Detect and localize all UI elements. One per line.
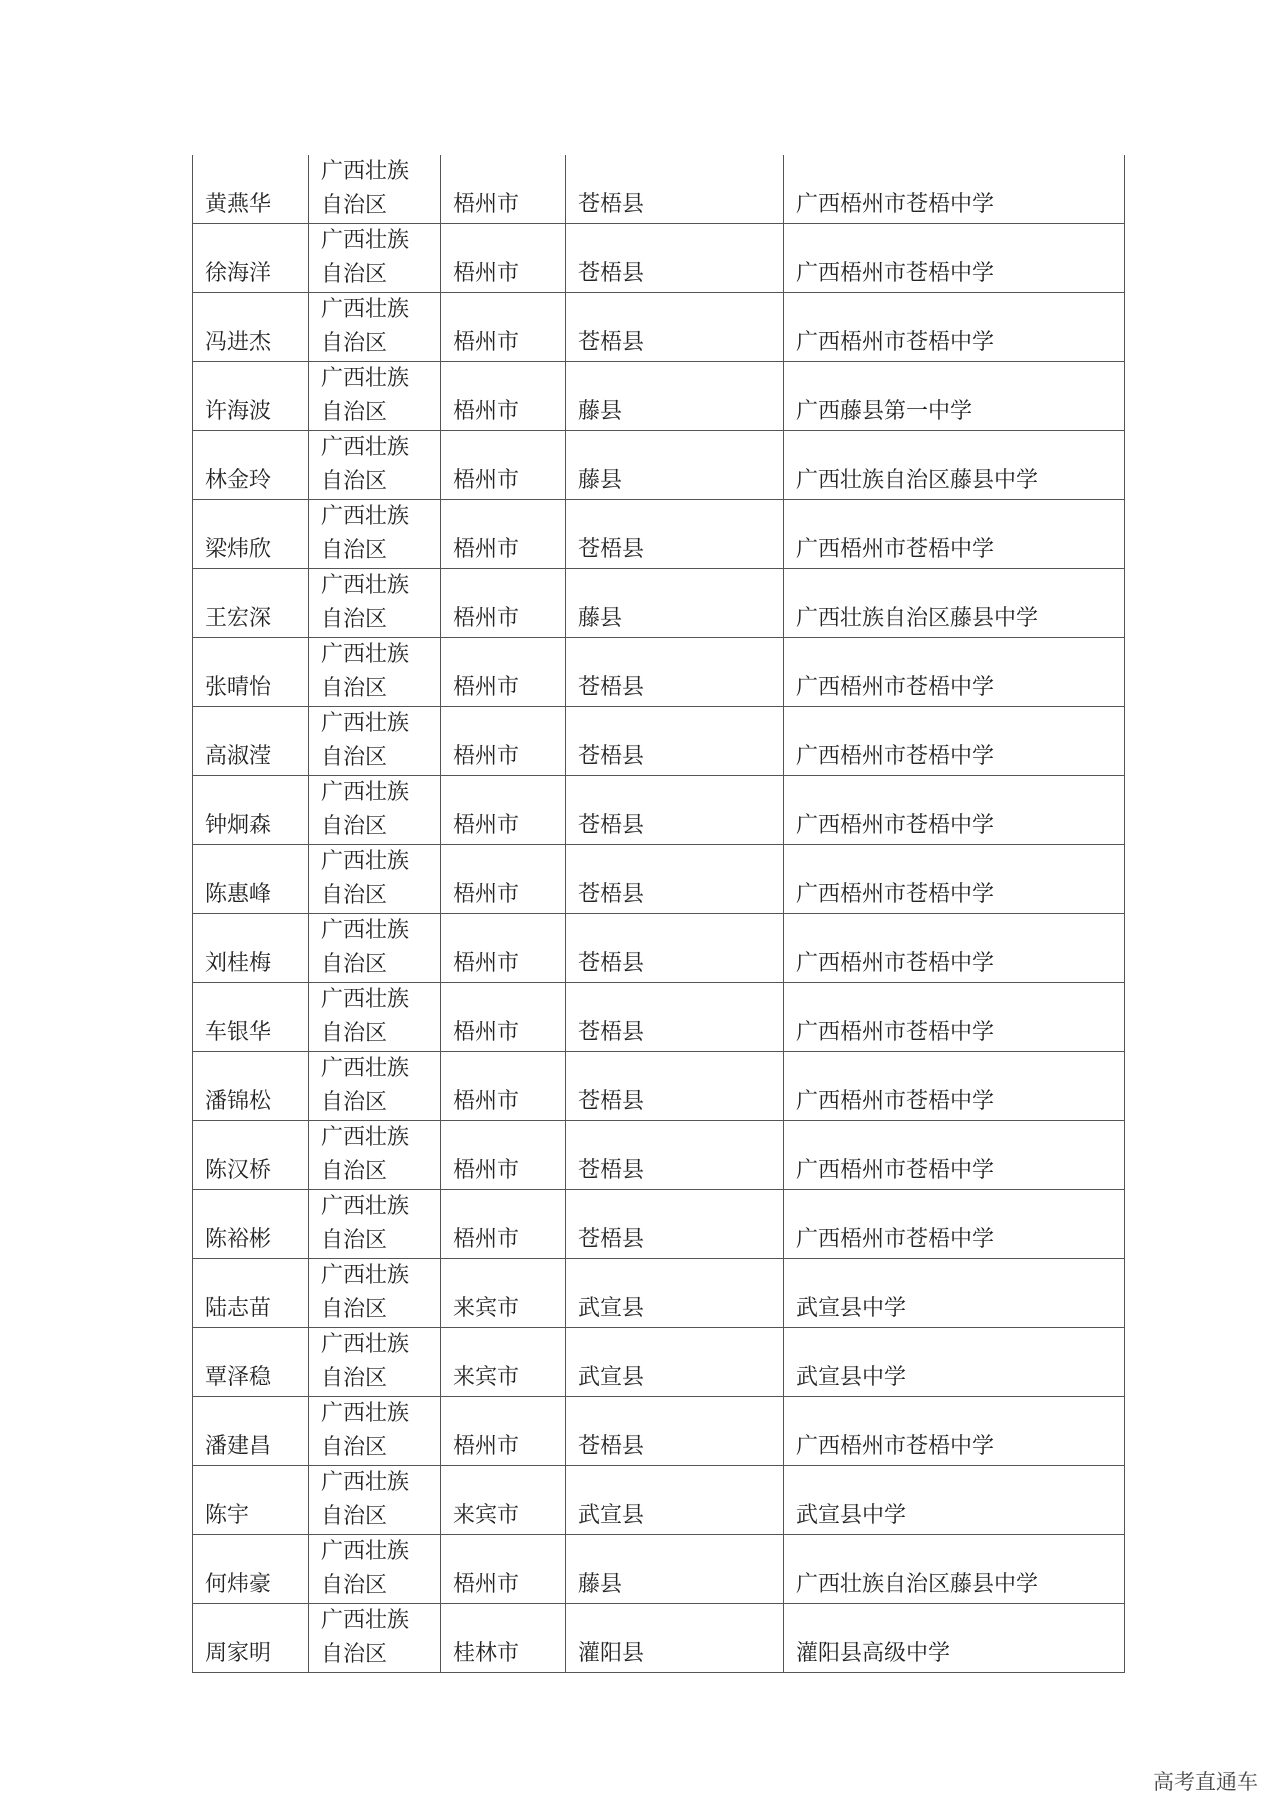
county-cell-text: 苍梧县 xyxy=(578,744,645,770)
city-cell-text: 梧州市 xyxy=(453,399,520,425)
student-name-cell-text: 陆志苗 xyxy=(205,1296,272,1322)
province-line-1: 广西壮族 xyxy=(321,849,410,875)
table-row xyxy=(193,1052,1125,1121)
school-cell-text: 广西藤县第一中学 xyxy=(796,399,973,425)
city-cell xyxy=(441,1535,566,1604)
city-cell-text: 梧州市 xyxy=(453,606,520,632)
city-cell xyxy=(441,1604,566,1673)
table-row xyxy=(193,914,1125,983)
province-cell xyxy=(309,1397,441,1466)
county-cell xyxy=(566,1535,784,1604)
city-cell-text: 梧州市 xyxy=(453,537,520,563)
city-cell-text: 梧州市 xyxy=(453,744,520,770)
table-row xyxy=(193,638,1125,707)
city-cell xyxy=(441,500,566,569)
student-name-cell xyxy=(193,776,309,845)
table-row xyxy=(193,1328,1125,1397)
county-cell-text: 苍梧县 xyxy=(578,1434,645,1460)
county-cell-text: 苍梧县 xyxy=(578,813,645,839)
province-cell xyxy=(309,500,441,569)
city-cell-text: 梧州市 xyxy=(453,882,520,908)
city-cell-text: 梧州市 xyxy=(453,813,520,839)
province-line-2: 自治区 xyxy=(321,745,388,771)
county-cell xyxy=(566,983,784,1052)
province-line-2: 自治区 xyxy=(321,814,388,840)
school-cell xyxy=(784,1190,1125,1259)
table-row xyxy=(193,1121,1125,1190)
city-cell-text: 来宾市 xyxy=(453,1503,520,1529)
province-cell xyxy=(309,1328,441,1397)
school-cell-text: 广西壮族自治区藤县中学 xyxy=(796,468,1039,494)
student-name-cell xyxy=(193,1190,309,1259)
county-cell xyxy=(566,1052,784,1121)
county-cell-text: 武宣县 xyxy=(578,1503,645,1529)
school-cell-text: 武宣县中学 xyxy=(796,1503,907,1529)
province-cell xyxy=(309,983,441,1052)
province-line-2: 自治区 xyxy=(321,1159,388,1185)
province-line-1: 广西壮族 xyxy=(321,987,410,1013)
school-cell-text: 广西梧州市苍梧中学 xyxy=(796,537,995,563)
table-row xyxy=(193,1535,1125,1604)
city-cell xyxy=(441,1397,566,1466)
school-cell-text: 广西梧州市苍梧中学 xyxy=(796,261,995,287)
table-row xyxy=(193,707,1125,776)
school-cell xyxy=(784,1328,1125,1397)
county-cell-text: 藤县 xyxy=(578,606,623,632)
province-cell xyxy=(309,1121,441,1190)
county-cell-text: 藤县 xyxy=(578,468,623,494)
province-cell xyxy=(309,707,441,776)
table-row xyxy=(193,776,1125,845)
county-cell-text: 苍梧县 xyxy=(578,1158,645,1184)
province-line-2: 自治区 xyxy=(321,607,388,633)
student-name-cell xyxy=(193,845,309,914)
province-line-2: 自治区 xyxy=(321,952,388,978)
province-line-2: 自治区 xyxy=(321,676,388,702)
student-name-cell xyxy=(193,638,309,707)
student-name-cell-text: 周家明 xyxy=(205,1641,272,1667)
student-name-cell-text: 覃泽稳 xyxy=(205,1365,272,1391)
school-cell xyxy=(784,500,1125,569)
student-name-cell-text: 钟炯森 xyxy=(205,813,272,839)
student-name-cell xyxy=(193,569,309,638)
province-line-1: 广西壮族 xyxy=(321,1263,410,1289)
student-name-cell xyxy=(193,1052,309,1121)
school-cell-text: 广西梧州市苍梧中学 xyxy=(796,192,995,218)
county-cell-text: 苍梧县 xyxy=(578,951,645,977)
province-line-1: 广西壮族 xyxy=(321,711,410,737)
city-cell-text: 桂林市 xyxy=(453,1641,520,1667)
student-name-cell xyxy=(193,431,309,500)
province-line-1: 广西壮族 xyxy=(321,1608,410,1634)
student-roster-table xyxy=(192,155,1125,1673)
province-line-2: 自治区 xyxy=(321,1297,388,1323)
student-name-cell xyxy=(193,1466,309,1535)
county-cell-text: 藤县 xyxy=(578,1572,623,1598)
county-cell-text: 武宣县 xyxy=(578,1365,645,1391)
school-cell xyxy=(784,224,1125,293)
province-line-1: 广西壮族 xyxy=(321,1539,410,1565)
student-name-cell xyxy=(193,1397,309,1466)
student-name-cell xyxy=(193,293,309,362)
city-cell-text: 梧州市 xyxy=(453,330,520,356)
city-cell-text: 梧州市 xyxy=(453,675,520,701)
city-cell xyxy=(441,1121,566,1190)
province-line-1: 广西壮族 xyxy=(321,1332,410,1358)
student-name-cell xyxy=(193,362,309,431)
school-cell-text: 灌阳县高级中学 xyxy=(796,1641,951,1667)
student-name-cell-text: 潘建昌 xyxy=(205,1434,272,1460)
table-row xyxy=(193,500,1125,569)
county-cell-text: 苍梧县 xyxy=(578,882,645,908)
roster-table-body xyxy=(193,155,1125,1673)
city-cell xyxy=(441,707,566,776)
city-cell xyxy=(441,1190,566,1259)
student-name-cell xyxy=(193,707,309,776)
province-cell xyxy=(309,293,441,362)
school-cell-text: 广西梧州市苍梧中学 xyxy=(796,1227,995,1253)
city-cell xyxy=(441,431,566,500)
school-cell-text: 广西梧州市苍梧中学 xyxy=(796,813,995,839)
table-row xyxy=(193,1259,1125,1328)
city-cell xyxy=(441,1328,566,1397)
province-cell xyxy=(309,1259,441,1328)
province-line-1: 广西壮族 xyxy=(321,1470,410,1496)
county-cell xyxy=(566,155,784,224)
province-cell xyxy=(309,431,441,500)
table-row xyxy=(193,1604,1125,1673)
watermark-text: 高考直通车 xyxy=(1153,1770,1258,1794)
county-cell-text: 苍梧县 xyxy=(578,675,645,701)
province-line-2: 自治区 xyxy=(321,469,388,495)
school-cell xyxy=(784,1052,1125,1121)
school-cell-text: 广西梧州市苍梧中学 xyxy=(796,1434,995,1460)
province-cell xyxy=(309,155,441,224)
student-name-cell xyxy=(193,983,309,1052)
county-cell-text: 武宣县 xyxy=(578,1296,645,1322)
county-cell-text: 苍梧县 xyxy=(578,537,645,563)
student-name-cell xyxy=(193,1121,309,1190)
school-cell xyxy=(784,1397,1125,1466)
province-line-1: 广西壮族 xyxy=(321,573,410,599)
province-line-2: 自治区 xyxy=(321,262,388,288)
table-row xyxy=(193,1397,1125,1466)
table-row xyxy=(193,155,1125,224)
county-cell xyxy=(566,1397,784,1466)
student-name-cell-text: 陈汉桥 xyxy=(205,1158,272,1184)
table-row xyxy=(193,293,1125,362)
student-name-cell xyxy=(193,1535,309,1604)
county-cell xyxy=(566,1466,784,1535)
city-cell xyxy=(441,914,566,983)
province-cell xyxy=(309,914,441,983)
student-name-cell xyxy=(193,224,309,293)
school-cell-text: 武宣县中学 xyxy=(796,1296,907,1322)
table-row xyxy=(193,983,1125,1052)
student-name-cell xyxy=(193,1604,309,1673)
table-row xyxy=(193,1466,1125,1535)
province-line-1: 广西壮族 xyxy=(321,504,410,530)
student-name-cell xyxy=(193,500,309,569)
county-cell-text: 苍梧县 xyxy=(578,1020,645,1046)
county-cell-text: 灌阳县 xyxy=(578,1641,645,1667)
city-cell xyxy=(441,362,566,431)
student-name-cell-text: 刘桂梅 xyxy=(205,951,272,977)
province-line-1: 广西壮族 xyxy=(321,159,410,185)
city-cell-text: 梧州市 xyxy=(453,261,520,287)
school-cell xyxy=(784,431,1125,500)
table-row xyxy=(193,431,1125,500)
student-name-cell-text: 何炜豪 xyxy=(205,1572,272,1598)
student-name-cell-text: 王宏深 xyxy=(205,606,272,632)
student-name-cell-text: 徐海洋 xyxy=(205,261,272,287)
county-cell xyxy=(566,569,784,638)
school-cell-text: 广西壮族自治区藤县中学 xyxy=(796,1572,1039,1598)
county-cell xyxy=(566,707,784,776)
county-cell xyxy=(566,776,784,845)
school-cell xyxy=(784,155,1125,224)
city-cell xyxy=(441,1259,566,1328)
county-cell xyxy=(566,638,784,707)
city-cell xyxy=(441,638,566,707)
school-cell-text: 广西梧州市苍梧中学 xyxy=(796,951,995,977)
province-line-2: 自治区 xyxy=(321,1573,388,1599)
county-cell xyxy=(566,1604,784,1673)
school-cell-text: 广西梧州市苍梧中学 xyxy=(796,744,995,770)
county-cell-text: 苍梧县 xyxy=(578,192,645,218)
province-line-2: 自治区 xyxy=(321,193,388,219)
table-row xyxy=(193,224,1125,293)
province-cell xyxy=(309,638,441,707)
school-cell xyxy=(784,776,1125,845)
province-cell xyxy=(309,1535,441,1604)
student-name-cell-text: 梁炜欣 xyxy=(205,537,272,563)
student-name-cell-text: 冯进杰 xyxy=(205,330,272,356)
school-cell-text: 武宣县中学 xyxy=(796,1365,907,1391)
province-line-2: 自治区 xyxy=(321,1366,388,1392)
school-cell xyxy=(784,914,1125,983)
county-cell-text: 苍梧县 xyxy=(578,1089,645,1115)
county-cell xyxy=(566,1121,784,1190)
city-cell xyxy=(441,224,566,293)
school-cell xyxy=(784,845,1125,914)
province-line-2: 自治区 xyxy=(321,883,388,909)
school-cell xyxy=(784,1535,1125,1604)
school-cell xyxy=(784,638,1125,707)
table-row xyxy=(193,845,1125,914)
province-cell xyxy=(309,1190,441,1259)
province-cell xyxy=(309,224,441,293)
city-cell-text: 梧州市 xyxy=(453,951,520,977)
school-cell-text: 广西梧州市苍梧中学 xyxy=(796,330,995,356)
student-name-cell-text: 许海波 xyxy=(205,399,272,425)
school-cell xyxy=(784,362,1125,431)
county-cell xyxy=(566,293,784,362)
student-name-cell xyxy=(193,914,309,983)
county-cell xyxy=(566,362,784,431)
province-line-2: 自治区 xyxy=(321,1090,388,1116)
student-name-cell-text: 林金玲 xyxy=(205,468,272,494)
table-row xyxy=(193,569,1125,638)
province-line-2: 自治区 xyxy=(321,1504,388,1530)
county-cell xyxy=(566,1259,784,1328)
county-cell xyxy=(566,845,784,914)
school-cell xyxy=(784,569,1125,638)
student-name-cell xyxy=(193,1328,309,1397)
school-cell-text: 广西梧州市苍梧中学 xyxy=(796,882,995,908)
province-line-1: 广西壮族 xyxy=(321,1194,410,1220)
city-cell-text: 梧州市 xyxy=(453,468,520,494)
city-cell xyxy=(441,776,566,845)
county-cell xyxy=(566,1190,784,1259)
county-cell-text: 苍梧县 xyxy=(578,330,645,356)
school-cell xyxy=(784,707,1125,776)
city-cell xyxy=(441,845,566,914)
province-line-1: 广西壮族 xyxy=(321,435,410,461)
county-cell xyxy=(566,914,784,983)
province-line-2: 自治区 xyxy=(321,1435,388,1461)
county-cell-text: 藤县 xyxy=(578,399,623,425)
province-line-1: 广西壮族 xyxy=(321,1401,410,1427)
province-line-2: 自治区 xyxy=(321,1642,388,1668)
province-cell xyxy=(309,1466,441,1535)
province-cell xyxy=(309,1604,441,1673)
county-cell xyxy=(566,500,784,569)
school-cell-text: 广西壮族自治区藤县中学 xyxy=(796,606,1039,632)
province-line-1: 广西壮族 xyxy=(321,366,410,392)
province-line-1: 广西壮族 xyxy=(321,642,410,668)
city-cell xyxy=(441,1052,566,1121)
student-name-cell-text: 黄燕华 xyxy=(205,192,272,218)
city-cell xyxy=(441,983,566,1052)
student-name-cell xyxy=(193,1259,309,1328)
city-cell xyxy=(441,155,566,224)
province-line-2: 自治区 xyxy=(321,331,388,357)
county-cell xyxy=(566,224,784,293)
city-cell-text: 梧州市 xyxy=(453,1020,520,1046)
province-cell xyxy=(309,1052,441,1121)
province-cell xyxy=(309,362,441,431)
city-cell xyxy=(441,293,566,362)
school-cell xyxy=(784,1259,1125,1328)
city-cell-text: 梧州市 xyxy=(453,1227,520,1253)
city-cell-text: 梧州市 xyxy=(453,1434,520,1460)
school-cell-text: 广西梧州市苍梧中学 xyxy=(796,675,995,701)
city-cell-text: 梧州市 xyxy=(453,192,520,218)
student-name-cell-text: 陈惠峰 xyxy=(205,882,272,908)
city-cell-text: 来宾市 xyxy=(453,1365,520,1391)
city-cell xyxy=(441,569,566,638)
school-cell xyxy=(784,1466,1125,1535)
school-cell xyxy=(784,293,1125,362)
student-name-cell-text: 张晴怡 xyxy=(205,675,272,701)
province-line-2: 自治区 xyxy=(321,1021,388,1047)
table-row xyxy=(193,362,1125,431)
province-cell xyxy=(309,776,441,845)
county-cell-text: 苍梧县 xyxy=(578,261,645,287)
city-cell-text: 梧州市 xyxy=(453,1158,520,1184)
student-name-cell xyxy=(193,155,309,224)
province-line-1: 广西壮族 xyxy=(321,918,410,944)
city-cell xyxy=(441,1466,566,1535)
province-line-2: 自治区 xyxy=(321,400,388,426)
city-cell-text: 梧州市 xyxy=(453,1089,520,1115)
student-name-cell-text: 潘锦松 xyxy=(205,1089,272,1115)
school-cell-text: 广西梧州市苍梧中学 xyxy=(796,1089,995,1115)
province-line-1: 广西壮族 xyxy=(321,780,410,806)
school-cell-text: 广西梧州市苍梧中学 xyxy=(796,1020,995,1046)
province-line-1: 广西壮族 xyxy=(321,228,410,254)
table-row xyxy=(193,1190,1125,1259)
province-cell xyxy=(309,569,441,638)
province-line-2: 自治区 xyxy=(321,1228,388,1254)
city-cell-text: 梧州市 xyxy=(453,1572,520,1598)
county-cell-text: 苍梧县 xyxy=(578,1227,645,1253)
county-cell xyxy=(566,431,784,500)
county-cell xyxy=(566,1328,784,1397)
student-name-cell-text: 高淑滢 xyxy=(205,744,272,770)
province-line-1: 广西壮族 xyxy=(321,1125,410,1151)
school-cell xyxy=(784,983,1125,1052)
student-name-cell-text: 车银华 xyxy=(205,1020,272,1046)
city-cell-text: 来宾市 xyxy=(453,1296,520,1322)
province-cell xyxy=(309,845,441,914)
school-cell xyxy=(784,1121,1125,1190)
school-cell xyxy=(784,1604,1125,1673)
school-cell-text: 广西梧州市苍梧中学 xyxy=(796,1158,995,1184)
province-line-1: 广西壮族 xyxy=(321,1056,410,1082)
student-name-cell-text: 陈裕彬 xyxy=(205,1227,272,1253)
province-line-2: 自治区 xyxy=(321,538,388,564)
student-name-cell-text: 陈宇 xyxy=(205,1503,250,1529)
province-line-1: 广西壮族 xyxy=(321,297,410,323)
